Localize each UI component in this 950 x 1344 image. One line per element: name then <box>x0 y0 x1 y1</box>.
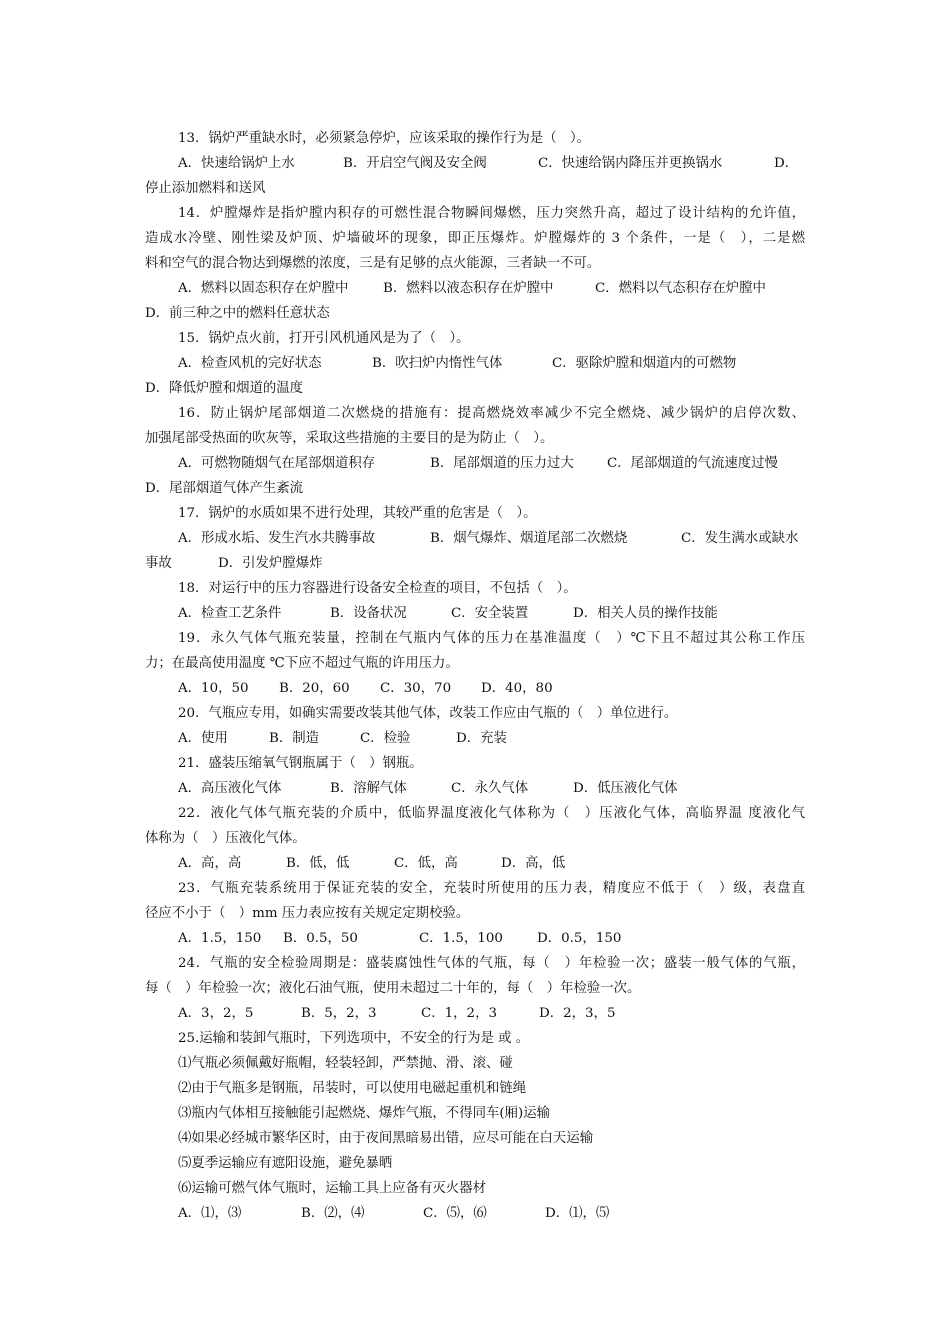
option-d: D．低压液化气体 <box>573 781 678 796</box>
option-a: A．可燃物随烟气在尾部烟道积存 <box>178 456 376 471</box>
question-14-stem-cont: 料和空气的混合物达到爆燃的浓度，三是有足够的点火能源，三者缺一不可。 <box>145 256 601 271</box>
option-c: C．⑸，⑹ <box>423 1206 487 1221</box>
question-20-stem: 20．气瓶应专用，如确实需要改装其他气体，改装工作应由气瓶的（ ）单位进行。 <box>178 706 678 721</box>
question-23-options <box>145 926 805 951</box>
question-24-stem: 24．气瓶的安全检验周期是：盛装腐蚀性气体的气瓶，每（ ）年检验一次；盛装一般气体的气瓶， <box>178 956 805 971</box>
option-a: A．检查风机的完好状态 <box>178 356 322 371</box>
question-15-options <box>145 351 805 376</box>
option-c: C．燃料以气态积存在炉膛中 <box>595 281 766 296</box>
option-d: D．0.5，150 <box>537 931 622 946</box>
option-b: B．溶解气体 <box>330 781 407 796</box>
option-d: D．引发炉膛爆炸 <box>218 556 323 571</box>
option-a: A．形成水垢、发生汽水共腾事故 <box>178 531 376 546</box>
option-b: B．0.5，50 <box>283 931 358 946</box>
option-c: C．检验 <box>360 731 411 746</box>
question-22-options <box>145 851 805 876</box>
option-d: D．2，3，5 <box>539 1006 616 1021</box>
option-a: A．检查工艺条件 <box>178 606 282 621</box>
question-25-item-5: ⑸夏季运输应有遮阳设施，避免暴晒 <box>178 1156 393 1171</box>
question-16-options <box>145 451 805 476</box>
option-b: B．20，60 <box>279 681 350 696</box>
option-c-cont: 事故 <box>145 556 172 571</box>
option-d: D． <box>774 156 799 171</box>
question-25-item-2: ⑵由于气瓶多是钢瓶，吊装时，可以使用电磁起重机和链绳 <box>178 1081 527 1096</box>
option-b: B．设备状况 <box>330 606 407 621</box>
option-c: C．永久气体 <box>451 781 529 796</box>
option-d: D．高，低 <box>501 856 566 871</box>
question-22-stem-cont: 体称为（ ）压液化气体。 <box>145 831 306 846</box>
option-d: D．相关人员的操作技能 <box>573 606 718 621</box>
question-25-stem: 25.运输和装卸气瓶时，下列选项中，不安全的行为是 或 。 <box>178 1031 530 1046</box>
question-17-options <box>145 526 805 551</box>
option-a: A．3，2，5 <box>178 1006 254 1021</box>
question-25-options <box>145 1201 805 1226</box>
question-22-stem: 22．液化气体气瓶充装的介质中，低临界温度液化气体称为（ ）压液化气体，高临界温 度液化气 <box>178 806 805 821</box>
question-19-options <box>145 676 805 701</box>
option-a: A．高压液化气体 <box>178 781 282 796</box>
question-18-stem: 18．对运行中的压力容器进行设备安全检查的项目，不包括（ ）。 <box>178 581 577 596</box>
option-d: D．降低炉膛和烟道的温度 <box>145 381 304 396</box>
option-c: C．驱除炉膛和烟道内的可燃物 <box>552 356 737 371</box>
option-c: C．安全装置 <box>451 606 529 621</box>
option-b: B．燃料以液态积存在炉膛中 <box>383 281 554 296</box>
question-18-options <box>145 601 805 626</box>
question-17-stem: 17．锅炉的水质如果不进行处理，其较严重的危害是（ ）。 <box>178 506 537 521</box>
question-25-item-3: ⑶瓶内气体相互接触能引起燃烧、爆炸气瓶，不得同车(厢)运输 <box>178 1106 550 1121</box>
question-16-stem: 16．防止锅炉尾部烟道二次燃烧的措施有：提高燃烧效率减少不完全燃烧、减少锅炉的启停次数、 <box>178 406 805 421</box>
option-d: D．前三种之中的燃料任意状态 <box>145 306 330 321</box>
option-c: C．发生满水或缺水 <box>681 531 799 546</box>
option-d: D．⑴，⑸ <box>545 1206 610 1221</box>
question-24-options <box>145 1001 805 1026</box>
option-b: B．⑵，⑷ <box>301 1206 365 1221</box>
option-b: B．制造 <box>269 731 320 746</box>
question-25-item-1: ⑴气瓶必须佩戴好瓶帽，轻装轻卸，严禁抛、滑、滚、碰 <box>178 1056 513 1071</box>
option-c: C．尾部烟道的气流速度过慢 <box>607 456 778 471</box>
option-d: D．尾部烟道气体产生紊流 <box>145 481 304 496</box>
question-14-stem: 14．炉膛爆炸是指炉膛内积存的可燃性混合物瞬间爆燃，压力突然升高，超过了设计结构的允许值， <box>178 206 805 221</box>
option-c: C．快速给锅内降压并更换锅水 <box>538 156 723 171</box>
question-23-stem: 23．气瓶充装系统用于保证充装的安全，充装时所使用的压力表，精度应不低于（ ）级，表盘直 <box>178 881 805 896</box>
question-16-stem-cont: 加强尾部受热面的吹灰等，采取这些措施的主要目的是为防止（ ）。 <box>145 431 554 446</box>
question-21-stem: 21．盛装压缩氧气钢瓶属于（ ）钢瓶。 <box>178 756 423 771</box>
question-24-stem-cont: 每（ ）年检验一次；液化石油气瓶，使用未超过二十年的，每（ ）年检验一次。 <box>145 981 641 996</box>
option-b: B．吹扫炉内惰性气体 <box>372 356 503 371</box>
question-25-item-6: ⑹运输可燃气体气瓶时，运输工具上应备有灭火器材 <box>178 1181 486 1196</box>
option-a: A．燃料以固态积存在炉膛中 <box>178 281 349 296</box>
option-b: B．5，2，3 <box>301 1006 377 1021</box>
option-a: A．10，50 <box>178 681 249 696</box>
option-b: B．低，低 <box>286 856 350 871</box>
question-15-stem: 15．锅炉点火前，打开引风机通风是为了（ ）。 <box>178 331 470 346</box>
option-b: B．开启空气阀及安全阀 <box>343 156 487 171</box>
question-14-options <box>145 276 805 301</box>
option-c: C．30，70 <box>380 681 452 696</box>
question-17-options-cont <box>145 551 805 576</box>
question-14-stem-cont: 造成水冷壁、刚性梁及炉顶、炉墙破坏的现象，即正压爆炸。炉膛爆炸的 3 个条件，一是（ ），二是燃 <box>145 231 805 246</box>
option-a: A．1.5，150 <box>178 931 262 946</box>
option-a: A．高，高 <box>178 856 242 871</box>
question-20-options <box>145 726 805 751</box>
question-25-item-4: ⑷如果必经城市繁华区时，由于夜间黑暗易出错，应尽可能在白天运输 <box>178 1131 594 1146</box>
question-19-stem: 19．永久气体气瓶充装量，控制在气瓶内气体的压力在基准温度（ ）℃下且不超过其公称工作压 <box>178 631 805 646</box>
option-d-text: 停止添加燃料和送风 <box>145 181 266 196</box>
option-d: D．充装 <box>456 731 507 746</box>
option-a: A．快速给锅炉上水 <box>178 156 295 171</box>
question-23-stem-cont: 径应不小于（ ）mm 压力表应按有关规定定期校验。 <box>145 906 470 921</box>
option-b: B．烟气爆炸、烟道尾部二次燃烧 <box>430 531 628 546</box>
option-b: B．尾部烟道的压力过大 <box>430 456 574 471</box>
question-13-stem: 13．锅炉严重缺水时，必须紧急停炉，应该采取的操作行为是（ ）。 <box>178 131 591 146</box>
option-a: A．⑴，⑶ <box>178 1206 242 1221</box>
option-c: C．低，高 <box>394 856 458 871</box>
question-21-options <box>145 776 805 801</box>
option-c: C．1.5，100 <box>419 931 503 946</box>
option-a: A．使用 <box>178 731 228 746</box>
question-13-options <box>145 151 805 176</box>
question-19-stem-cont: 力；在最高使用温度 ℃下应不超过气瓶的许用压力。 <box>145 656 459 671</box>
option-d: D．40，80 <box>481 681 553 696</box>
option-c: C．1，2，3 <box>421 1006 497 1021</box>
